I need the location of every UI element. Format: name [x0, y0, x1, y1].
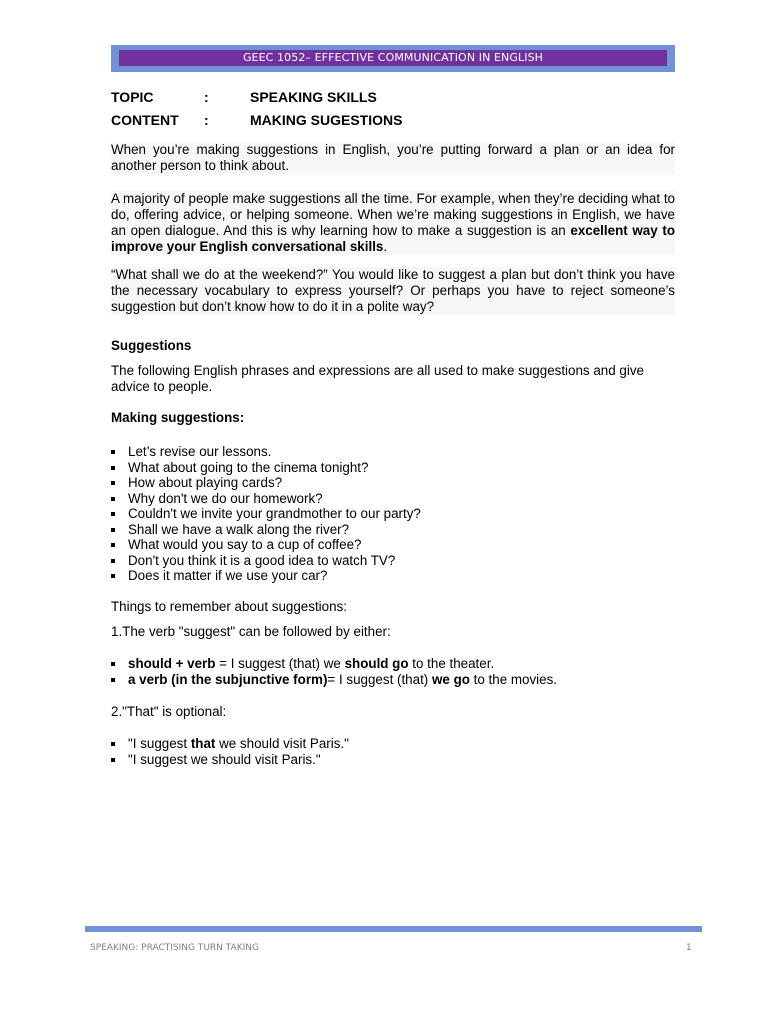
bullet-icon [111, 528, 115, 532]
topic-label: TOPIC [111, 89, 154, 105]
list-item: should + verb = I suggest (that) we should go to the theater. [111, 656, 557, 672]
list-item: Shall we have a walk along the river? [111, 522, 421, 538]
bullet-icon [111, 742, 115, 746]
suggest-forms-list [111, 656, 557, 687]
emphasis-text: excellent way to improve your English conversational skills [111, 223, 675, 254]
list-item: Couldn't we invite your grandmother to our party? [111, 506, 421, 522]
list-item: How about playing cards? [111, 475, 421, 491]
bullet-icon [111, 497, 115, 501]
bullet-icon [111, 466, 115, 470]
list-item: a verb (in the subjunctive form)= I suggest (that) we go to the movies. [111, 672, 557, 688]
intro-paragraph-1: When you’re making suggestions in English, you’re putting forward a plan or an idea for another person to think about. [111, 142, 675, 173]
list-item: What about going to the cinema tonight? [111, 460, 421, 476]
bullet-icon [111, 574, 115, 578]
bullet-icon [111, 662, 115, 666]
footer-title: SPEAKING: PRACTISING TURN TAKING [90, 943, 259, 953]
bullet-icon [111, 512, 115, 516]
list-item: What would you say to a cup of coffee? [111, 537, 421, 553]
bullet-icon [111, 450, 115, 454]
remember-intro: Things to remember about suggestions: [111, 599, 347, 614]
bullet-icon [111, 758, 115, 762]
intro-paragraph-3: “What shall we do at the weekend?” You would like to suggest a plan but don’t think you have the necessary vocabulary to express yourself? Or perhaps you have to reject someone’s suggestion but don’t know how to do it in a polite way? [111, 267, 675, 314]
list-item: Let’s revise our lessons. [111, 444, 421, 460]
content-value: MAKING SUGESTIONS [250, 112, 403, 128]
page-number: 1 [686, 943, 692, 953]
content-label: CONTENT [111, 112, 179, 128]
list-item: "I suggest we should visit Paris." [111, 752, 349, 768]
topic-value: SPEAKING SKILLS [250, 89, 377, 105]
suggestion-list [111, 444, 421, 584]
footer-rule [85, 926, 702, 932]
making-suggestions-heading: Making suggestions: [111, 410, 245, 425]
content-separator: : [204, 112, 209, 128]
list-item: "I suggest that we should visit Paris." [111, 736, 349, 752]
intro-paragraph-2: A majority of people make suggestions all the time. For example, when they’re deciding what to do, offering advice, or helping someone. When we’re making suggestions in English, we have an open dialogue. And this is why learning how to make a suggestion is an excellent way to improve your English conversational skills. [111, 191, 675, 254]
topic-separator: : [204, 89, 209, 105]
suggestions-text: The following English phrases and expressions are all used to make suggestions and give advice to people. [111, 363, 644, 394]
list-item: Does it matter if we use your car? [111, 568, 421, 584]
list-item: Why don't we do our homework? [111, 491, 421, 507]
course-title: GEEC 1052– EFFECTIVE COMMUNICATION IN ENGLISH [119, 50, 667, 66]
remember-point-2: 2."That" is optional: [111, 704, 227, 719]
course-banner [111, 45, 675, 72]
remember-point-1: 1.The verb "suggest" can be followed by either: [111, 624, 391, 639]
bullet-icon [111, 559, 115, 563]
bullet-icon [111, 543, 115, 547]
bullet-icon [111, 481, 115, 485]
that-optional-list [111, 736, 349, 767]
bullet-icon [111, 678, 115, 682]
suggestions-heading: Suggestions [111, 338, 192, 353]
list-item: Don't you think it is a good idea to watch TV? [111, 553, 421, 569]
